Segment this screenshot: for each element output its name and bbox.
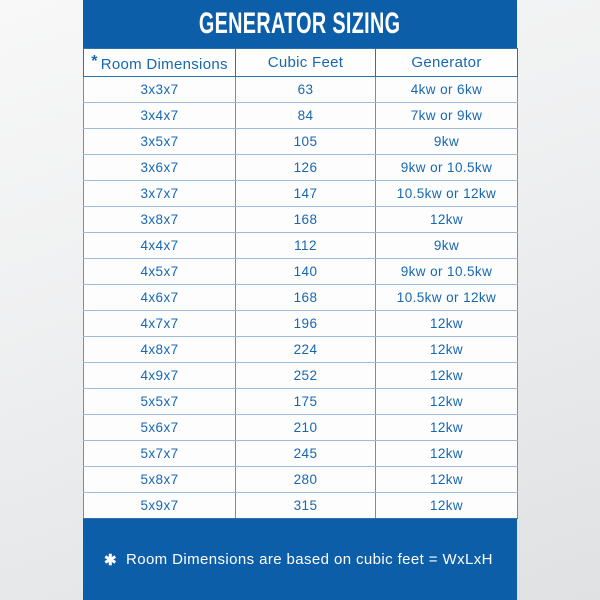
cell-room-dimensions: 3x4x7 bbox=[84, 103, 236, 129]
cell-cubic-feet: 126 bbox=[236, 155, 376, 181]
cell-generator: 9kw or 10.5kw bbox=[376, 259, 518, 285]
cell-generator: 10.5kw or 12kw bbox=[376, 285, 518, 311]
cell-cubic-feet: 63 bbox=[236, 77, 376, 103]
cell-generator: 4kw or 6kw bbox=[376, 77, 518, 103]
cell-cubic-feet: 175 bbox=[236, 389, 376, 415]
cell-room-dimensions: 4x5x7 bbox=[84, 259, 236, 285]
cell-generator: 9kw bbox=[376, 129, 518, 155]
cell-room-dimensions: 4x6x7 bbox=[84, 285, 236, 311]
cell-cubic-feet: 84 bbox=[236, 103, 376, 129]
cell-generator: 12kw bbox=[376, 467, 518, 493]
cell-room-dimensions: 5x8x7 bbox=[84, 467, 236, 493]
cell-room-dimensions: 3x8x7 bbox=[84, 207, 236, 233]
cell-cubic-feet: 112 bbox=[236, 233, 376, 259]
cell-room-dimensions: 5x9x7 bbox=[84, 493, 236, 519]
cell-cubic-feet: 210 bbox=[236, 415, 376, 441]
cell-room-dimensions: 4x7x7 bbox=[84, 311, 236, 337]
cell-cubic-feet: 224 bbox=[236, 337, 376, 363]
cell-generator: 12kw bbox=[376, 363, 518, 389]
cell-generator: 12kw bbox=[376, 441, 518, 467]
asterisk-marker: * bbox=[91, 52, 98, 70]
cell-cubic-feet: 245 bbox=[236, 441, 376, 467]
cell-generator: 12kw bbox=[376, 389, 518, 415]
table-row bbox=[84, 285, 518, 311]
footnote-text: Room Dimensions are based on cubic feet = WxLxH bbox=[125, 551, 493, 568]
cell-generator: 12kw bbox=[376, 311, 518, 337]
cell-generator: 12kw bbox=[376, 415, 518, 441]
cell-room-dimensions: 3x5x7 bbox=[84, 129, 236, 155]
footnote-bar bbox=[83, 519, 517, 600]
cell-generator: 9kw bbox=[376, 233, 518, 259]
cell-room-dimensions: 4x8x7 bbox=[84, 337, 236, 363]
table-row bbox=[84, 337, 518, 363]
cell-cubic-feet: 168 bbox=[236, 285, 376, 311]
column-header-room-dimensions bbox=[84, 49, 236, 77]
cell-generator: 10.5kw or 12kw bbox=[376, 181, 518, 207]
column-header-generator: Generator bbox=[376, 49, 518, 77]
table-body bbox=[84, 77, 518, 519]
table-row bbox=[84, 155, 518, 181]
table-row bbox=[84, 233, 518, 259]
table-row bbox=[84, 207, 518, 233]
title-bar bbox=[83, 0, 517, 48]
table-row bbox=[84, 493, 518, 519]
column-header-label: Room Dimensions bbox=[100, 55, 228, 73]
cell-cubic-feet: 252 bbox=[236, 363, 376, 389]
cell-cubic-feet: 196 bbox=[236, 311, 376, 337]
cell-cubic-feet: 105 bbox=[236, 129, 376, 155]
cell-generator: 12kw bbox=[376, 337, 518, 363]
page-title: GENERATOR SIZING bbox=[199, 7, 401, 40]
cell-room-dimensions: 3x3x7 bbox=[84, 77, 236, 103]
table-row bbox=[84, 441, 518, 467]
table-row bbox=[84, 129, 518, 155]
cell-room-dimensions: 5x5x7 bbox=[84, 389, 236, 415]
cell-generator: 7kw or 9kw bbox=[376, 103, 518, 129]
cell-room-dimensions: 4x9x7 bbox=[84, 363, 236, 389]
cell-cubic-feet: 147 bbox=[236, 181, 376, 207]
cell-room-dimensions: 3x7x7 bbox=[84, 181, 236, 207]
generator-sizing-panel bbox=[83, 0, 517, 600]
table-row bbox=[84, 363, 518, 389]
asterisk-icon: ✱ bbox=[104, 551, 117, 569]
cell-cubic-feet: 315 bbox=[236, 493, 376, 519]
cell-room-dimensions: 5x6x7 bbox=[84, 415, 236, 441]
cell-cubic-feet: 280 bbox=[236, 467, 376, 493]
cell-cubic-feet: 140 bbox=[236, 259, 376, 285]
table-row bbox=[84, 103, 518, 129]
column-header-cubic-feet: Cubic Feet bbox=[236, 49, 376, 77]
table-row bbox=[84, 415, 518, 441]
table-row bbox=[84, 77, 518, 103]
cell-generator: 12kw bbox=[376, 207, 518, 233]
cell-cubic-feet: 168 bbox=[236, 207, 376, 233]
cell-generator: 12kw bbox=[376, 493, 518, 519]
cell-room-dimensions: 3x6x7 bbox=[84, 155, 236, 181]
table-row bbox=[84, 311, 518, 337]
table-header-row bbox=[84, 49, 518, 77]
table-row bbox=[84, 181, 518, 207]
table-row bbox=[84, 467, 518, 493]
cell-room-dimensions: 5x7x7 bbox=[84, 441, 236, 467]
table-row bbox=[84, 389, 518, 415]
table-row bbox=[84, 259, 518, 285]
generator-sizing-table bbox=[83, 48, 518, 519]
cell-generator: 9kw or 10.5kw bbox=[376, 155, 518, 181]
cell-room-dimensions: 4x4x7 bbox=[84, 233, 236, 259]
